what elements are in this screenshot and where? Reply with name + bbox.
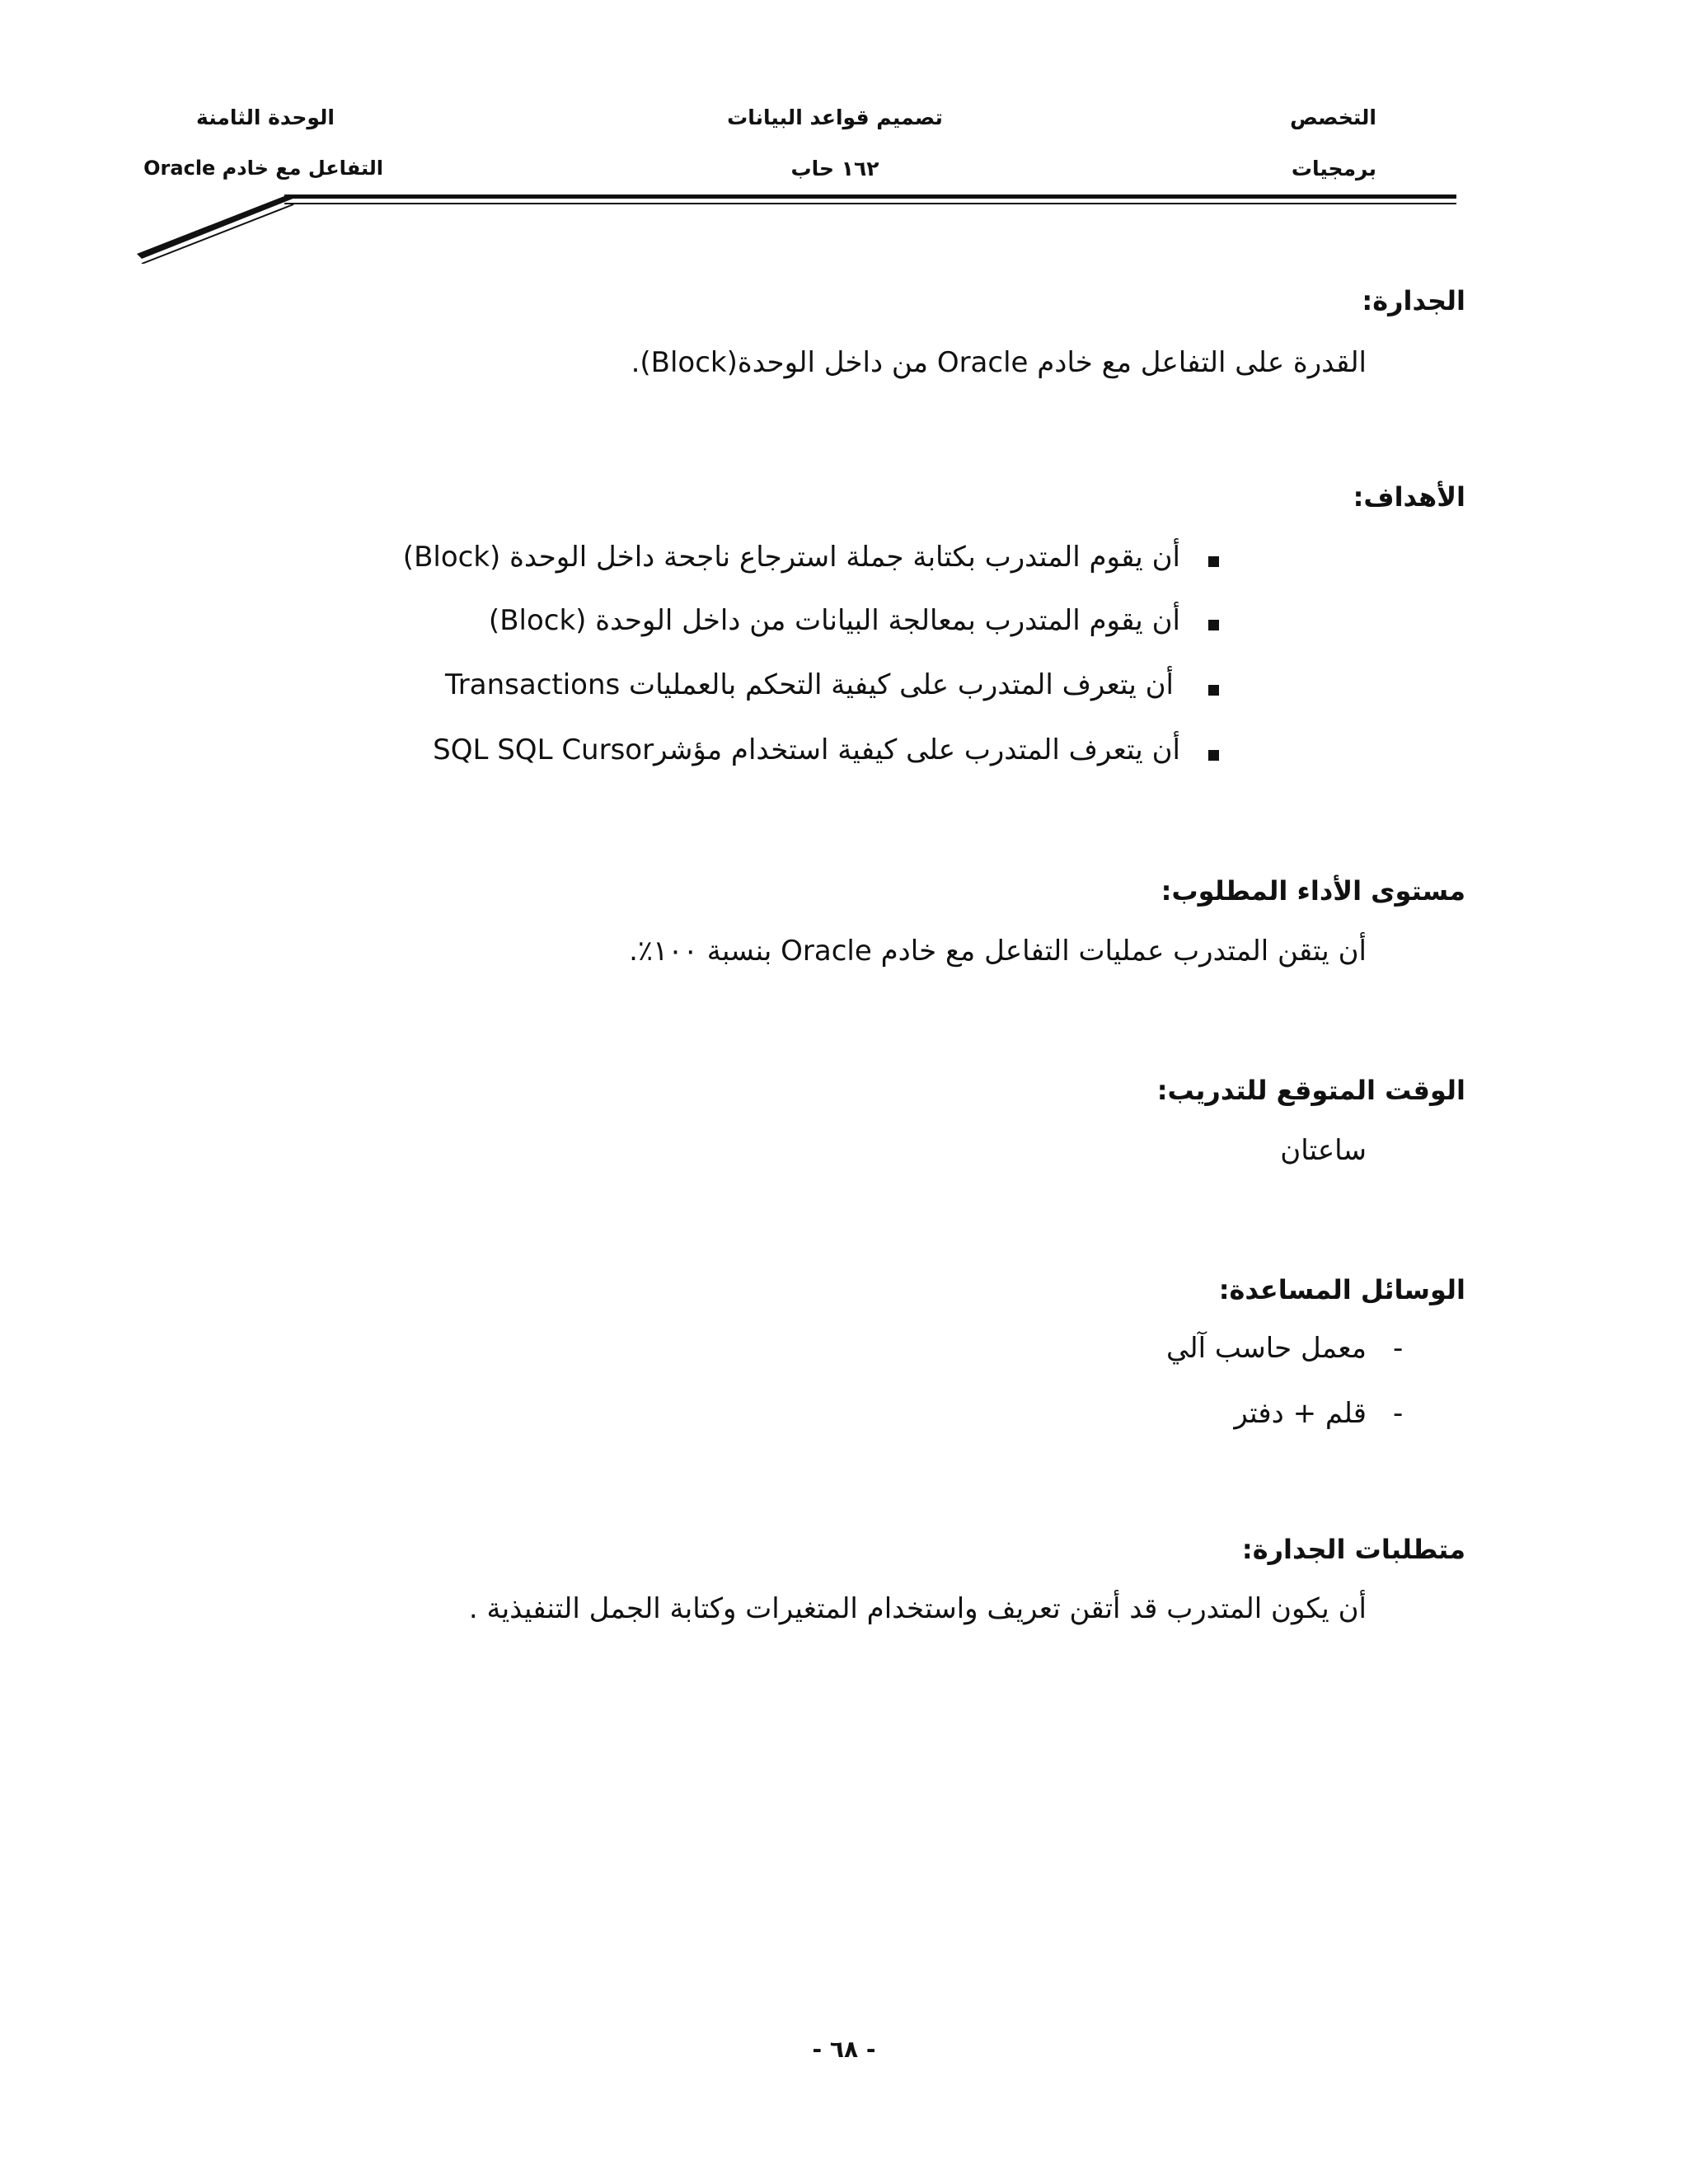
aids-title: الوسائل المساعدة: xyxy=(1218,1274,1465,1305)
header-specialty-label: التخصص xyxy=(1290,105,1376,129)
objective-item-1: أن يقوم المتدرب بكتابة جملة استرجاع ناجحة داخل الوحدة (Block) xyxy=(402,541,1180,574)
requirements-title: متطلبات الجدارة: xyxy=(1241,1534,1465,1565)
objective-item-3: أن يتعرف المتدرب على كيفية التحكم بالعمليات Transactions xyxy=(445,668,1174,701)
competency-text: القدرة على التفاعل مع خادم Oracle من داخل الوحدة(Block). xyxy=(631,346,1367,379)
time-title: الوقت المتوقع للتدريب: xyxy=(1156,1075,1465,1106)
aid-dash-icon: - xyxy=(1393,1397,1404,1430)
aid-dash-icon: - xyxy=(1393,1332,1404,1365)
header-unit-label: الوحدة الثامنة xyxy=(196,105,335,129)
aid-item-2: قلم + دفتر xyxy=(1234,1397,1367,1430)
page-number: - ٦٨ - xyxy=(812,2036,876,2063)
competency-title: الجدارة: xyxy=(1362,285,1465,316)
objective-bullet-icon xyxy=(1208,685,1219,696)
objectives-title: الأهداف: xyxy=(1353,481,1465,513)
aid-item-1: معمل حاسب آلي xyxy=(1165,1332,1367,1365)
objective-bullet-icon xyxy=(1208,750,1219,761)
objective-bullet-icon xyxy=(1208,620,1219,630)
requirements-text: أن يكون المتدرب قد أتقن تعريف واستخدام المتغيرات وكتابة الجمل التنفيذية . xyxy=(468,1592,1367,1625)
objective-bullet-icon xyxy=(1208,556,1219,567)
performance-text: أن يتقن المتدرب عمليات التفاعل مع خادم Oracle بنسبة ١٠٠٪. xyxy=(629,935,1367,968)
header-course-code: ١٦٢ حاب xyxy=(790,157,879,180)
performance-title: مستوى الأداء المطلوب: xyxy=(1160,875,1465,907)
header-rule-thin xyxy=(284,203,1456,204)
objective-item-2: أن يقوم المتدرب بمعالجة البيانات من داخل الوحدة (Block) xyxy=(488,604,1180,637)
header-unit-title: التفاعل مع خادم Oracle xyxy=(143,157,383,180)
objective-item-4: أن يتعرف المتدرب على كيفية استخدام مؤشرSQL SQL Cursor xyxy=(433,733,1180,766)
header-specialty-value: برمجيات xyxy=(1291,157,1376,180)
time-text: ساعتان xyxy=(1280,1134,1367,1167)
header-rule-swoosh xyxy=(132,190,297,264)
header-rule-thick xyxy=(284,194,1456,199)
header-course-title: تصميم قواعد البيانات xyxy=(727,105,943,129)
